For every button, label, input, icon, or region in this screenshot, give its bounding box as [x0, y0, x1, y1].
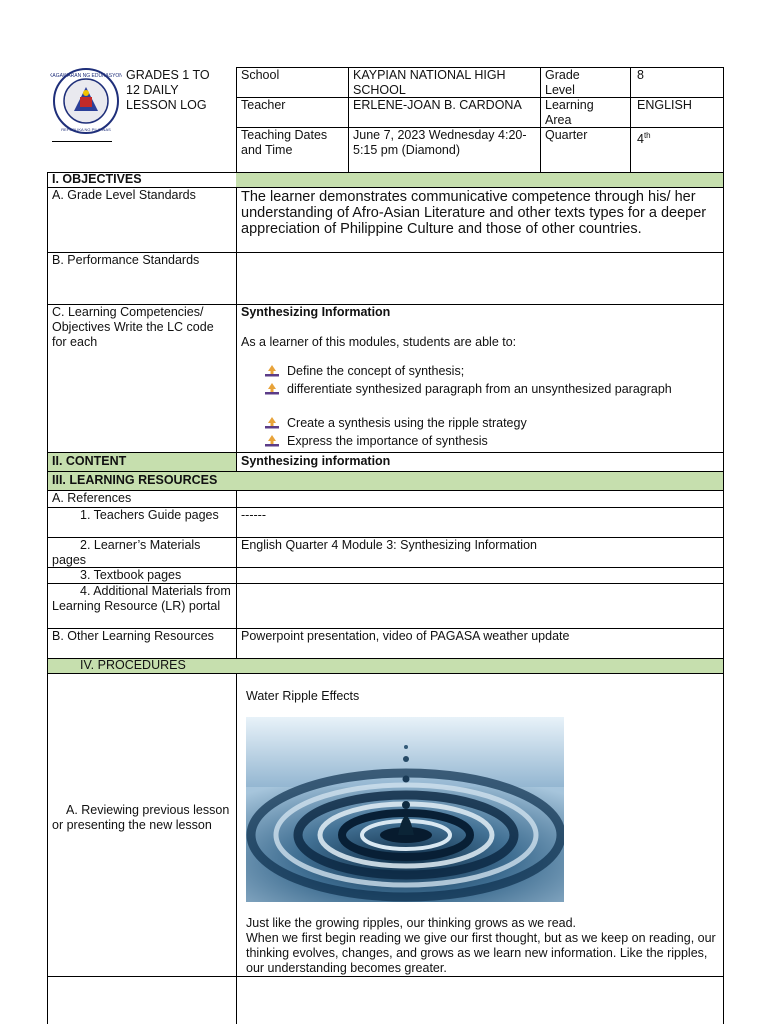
teaching-dates-label: Teaching Dates and Time — [241, 128, 328, 157]
bullet-arrow-icon — [265, 365, 279, 377]
ripple-paragraph-line1: Just like the growing ripples, our thinking grows as we read. — [246, 916, 577, 930]
quarter-number: 4 — [637, 132, 644, 147]
teachers-guide-value: ------ — [241, 508, 266, 522]
svg-text:KAGAWARAN NG EDUKASYON: KAGAWARAN NG EDUKASYON — [50, 73, 122, 79]
bullet-arrow-icon — [265, 417, 279, 429]
water-ripple-image — [246, 717, 564, 902]
svg-text:REPUBLIKA NG PILIPINAS: REPUBLIKA NG PILIPINAS — [61, 127, 111, 132]
objective-bullet-1: Define the concept of synthesis; — [287, 364, 465, 378]
learning-resources-heading: III. LEARNING RESOURCES — [52, 473, 218, 487]
textbook-pages-label: 3. Textbook pages — [80, 568, 182, 582]
quarter-suffix: th — [643, 131, 651, 140]
grade-level-value: 8 — [637, 68, 644, 82]
learners-materials-label: 2. Learner’s Materials pages — [52, 538, 201, 567]
additional-materials-label: 4. Additional Materials from Learning Resource (LR) portal — [52, 584, 231, 613]
competencies-label: C. Learning Competencies/ Objectives Write the LC code for each — [52, 305, 214, 349]
teaching-dates-value: June 7, 2023 Wednesday 4:20-5:15 pm (Diamond) — [353, 128, 527, 157]
references-label: A. References — [52, 491, 132, 505]
objective-bullet-2: differentiate synthesized paragraph from an unsynthesized paragraph — [287, 382, 672, 396]
grade-level-label: Grade Level — [545, 68, 580, 97]
procedures-heading: IV. PROCEDURES — [80, 658, 186, 672]
quarter-label: Quarter — [545, 128, 588, 142]
other-resources-value: Powerpoint presentation, video of PAGASA weather update — [241, 629, 570, 643]
bullet-arrow-icon — [265, 435, 279, 447]
ripple-paragraph-rest: When we first begin reading we give our first thought, but as we keep on reading, our thinking evolves, changes, and grows as we learn new information. Like the ripples, our understanding becomes greater. — [246, 931, 716, 975]
content-value: Synthesizing information — [241, 454, 391, 468]
performance-standards-label: B. Performance Standards — [52, 253, 200, 267]
objective-bullet-3: Create a synthesis using the ripple strategy — [287, 416, 527, 430]
competencies-title: Synthesizing Information — [241, 305, 391, 319]
competencies-intro: As a learner of this modules, students are able to: — [241, 335, 517, 349]
teacher-value: ERLENE-JOAN B. CARDONA — [353, 98, 522, 112]
objective-bullet-4: Express the importance of synthesis — [287, 434, 488, 448]
school-label: School — [241, 68, 280, 82]
school-value: KAYPIAN NATIONAL HIGH SCHOOL — [353, 68, 506, 97]
bullet-arrow-icon — [265, 383, 279, 395]
log-title: GRADES 1 TO 12 DAILY LESSON LOG — [126, 68, 210, 112]
grade-standards-text: The learner demonstrates communicative competence through his/ her understanding of Afro-Asian Literature and other texts types for a deeper appreciation of Philippine Culture and those of other countries. — [241, 189, 707, 237]
grade-standards-label: A. Grade Level Standards — [52, 188, 196, 202]
quarter-value — [637, 128, 651, 147]
content-heading: II. CONTENT — [52, 454, 127, 468]
teacher-label: Teacher — [241, 98, 286, 112]
objectives-heading: I. OBJECTIVES — [52, 172, 142, 186]
other-resources-label: B. Other Learning Resources — [52, 629, 214, 643]
deped-seal — [50, 67, 122, 135]
teachers-guide-label: 1. Teachers Guide pages — [80, 508, 219, 522]
image-caption: Water Ripple Effects — [246, 689, 360, 703]
learning-area-value: ENGLISH — [637, 98, 692, 112]
learners-materials-value: English Quarter 4 Module 3: Synthesizing Information — [241, 538, 537, 552]
reviewing-lesson-label: A. Reviewing previous lesson or presenting the new lesson — [52, 803, 230, 832]
learning-area-label: Learning Area — [545, 98, 594, 127]
